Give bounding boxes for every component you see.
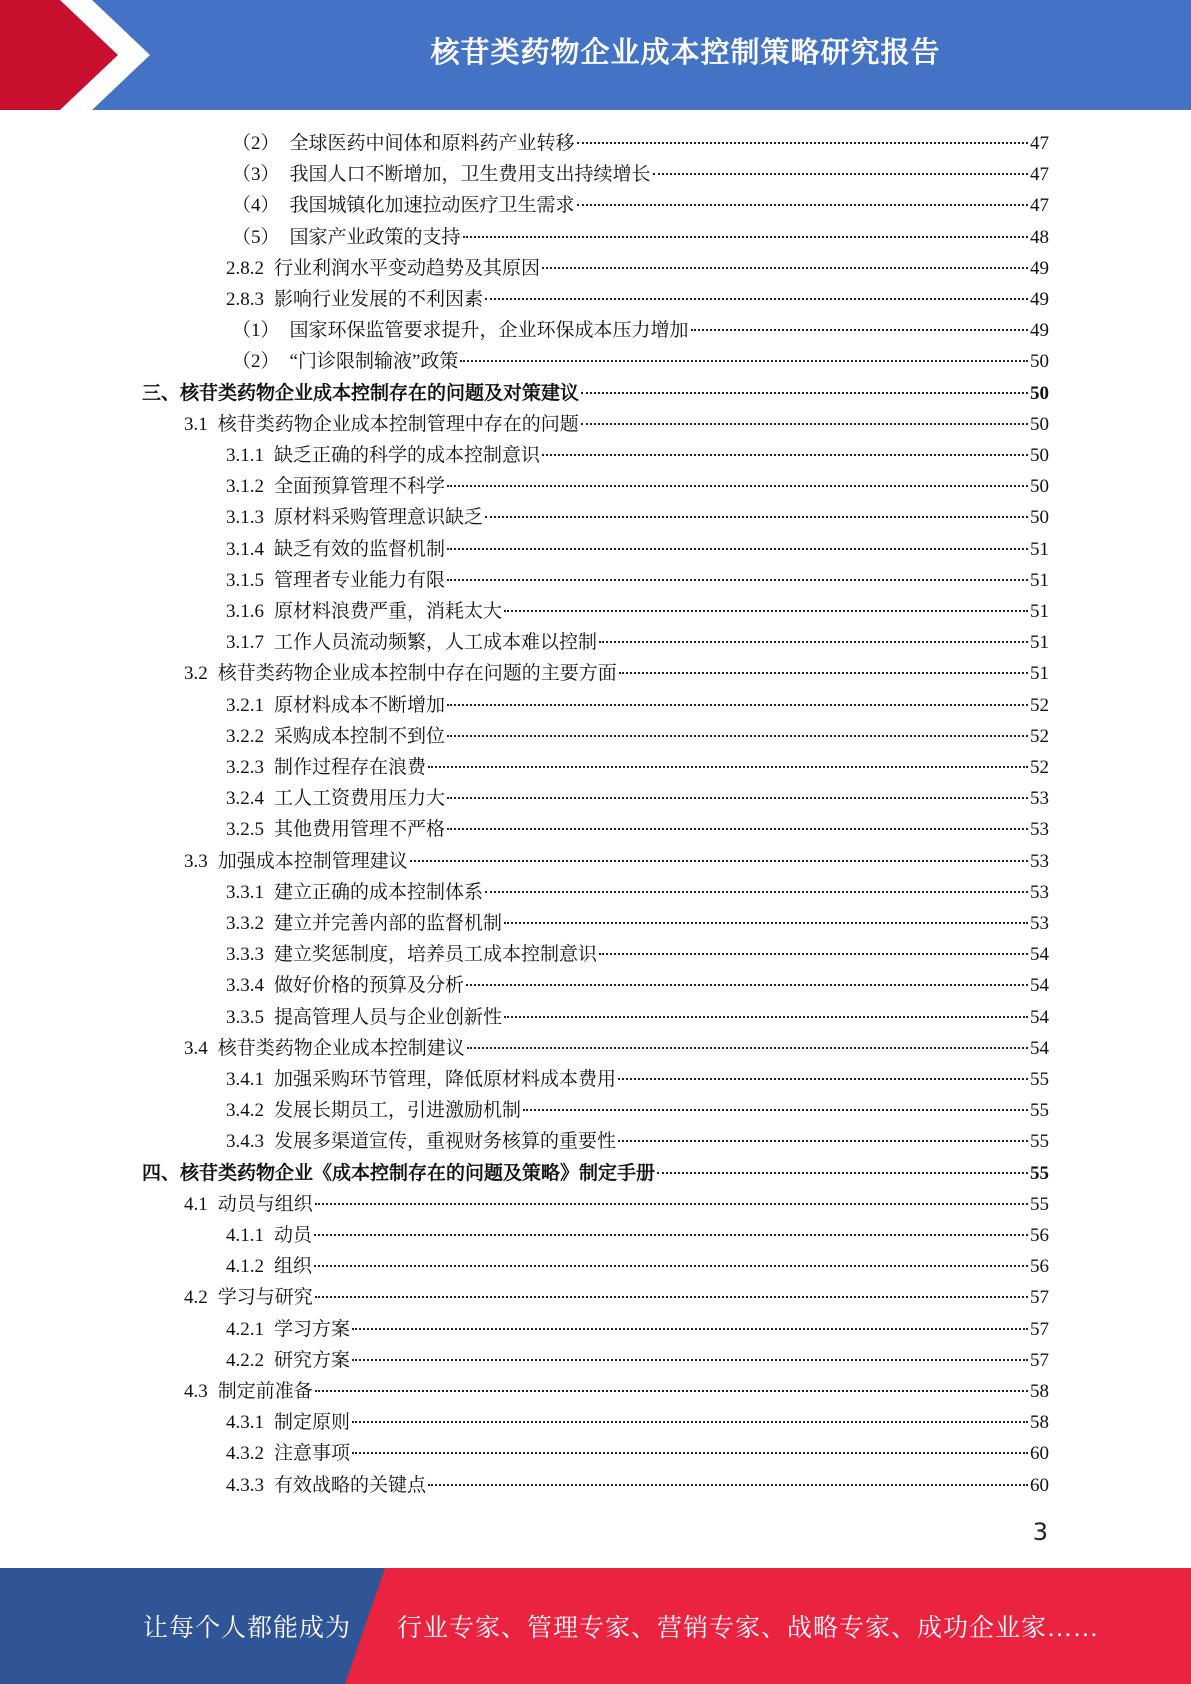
toc-leader-dots	[577, 204, 1028, 206]
toc-leader-dots	[485, 298, 1028, 300]
toc-entry-page: 57	[1030, 1287, 1049, 1309]
toc-entry-text: 国家环保监管要求提升，企业环保成本压力增加	[289, 320, 689, 342]
toc-leader-dots	[542, 454, 1028, 456]
toc-entry-label	[226, 1345, 350, 1376]
toc-entry-number: 4.2.1	[226, 1318, 264, 1340]
toc-entry[interactable]	[226, 970, 1049, 1001]
toc-entry-text: 制定原则	[274, 1412, 351, 1434]
toc-entry[interactable]	[226, 565, 1049, 596]
toc-entry-page: 60	[1030, 1474, 1049, 1496]
toc-entry[interactable]	[226, 1345, 1049, 1376]
toc-entry-label	[226, 627, 597, 658]
toc-entry-number: 4.1	[184, 1193, 208, 1215]
toc-entry-number: 3.2.5	[226, 819, 264, 841]
toc-entry-text: 有效战略的关键点	[274, 1474, 427, 1496]
toc-entry[interactable]	[226, 908, 1049, 939]
toc-leader-dots	[691, 329, 1028, 331]
toc-leader-dots	[542, 267, 1028, 269]
toc-entry-text: 我国人口不断增加，卫生费用支出持续增长	[289, 164, 651, 186]
toc-entry-text: “门诊限制输液”政策	[289, 351, 459, 373]
toc-leader-dots	[447, 704, 1028, 706]
toc-entry[interactable]	[226, 440, 1049, 471]
toc-entry-text: 加强成本控制管理建议	[217, 850, 408, 872]
toc-entry-label	[232, 315, 689, 346]
toc-entry-label	[232, 128, 575, 159]
toc-entry[interactable]	[226, 1407, 1049, 1438]
toc-leader-dots	[619, 672, 1028, 674]
toc-entry[interactable]	[184, 409, 1049, 440]
toc-entry-number: 3.3.4	[226, 975, 264, 997]
toc-leader-dots	[599, 953, 1028, 955]
toc-entry-text: 建立并完善内部的监督机制	[274, 913, 503, 934]
toc-entry-label	[232, 159, 651, 190]
toc-entry-page: 60	[1030, 1443, 1049, 1465]
toc-entry-page: 51	[1030, 632, 1049, 654]
toc-entry-page: 56	[1030, 1256, 1049, 1278]
toc-entry[interactable]	[226, 284, 1049, 315]
toc-entry[interactable]	[184, 658, 1049, 689]
footer-banner	[0, 1568, 1191, 1684]
toc-entry-page: 57	[1030, 1318, 1049, 1340]
toc-entry[interactable]	[226, 690, 1049, 721]
toc-entry-number: 3.4.2	[226, 1100, 264, 1122]
toc-entry[interactable]	[226, 721, 1049, 752]
toc-entry-text: 其他费用管理不严格	[274, 819, 446, 841]
toc-entry-page: 47	[1030, 133, 1049, 154]
toc-leader-dots	[581, 392, 1028, 394]
toc-leader-dots	[314, 1234, 1028, 1236]
toc-entry-page: 49	[1030, 320, 1049, 342]
toc-entry-text: 制作过程存在浪费	[274, 757, 427, 778]
toc-entry[interactable]	[226, 534, 1049, 565]
toc-entry[interactable]	[226, 1251, 1049, 1282]
toc-entry-label	[232, 190, 575, 221]
toc-entry-number: 2.8.2	[226, 257, 264, 279]
toc-entry-number: 3.2	[184, 663, 208, 685]
toc-entry-text: 我国城镇化加速拉动医疗卫生需求	[289, 195, 575, 217]
toc-entry-page: 56	[1030, 1225, 1049, 1246]
toc-entry-page: 58	[1030, 1381, 1049, 1402]
toc-entry[interactable]	[142, 1158, 1049, 1189]
toc-entry-page: 51	[1030, 538, 1049, 560]
toc-entry-label	[226, 1220, 312, 1251]
toc-entry-number: 3.1.1	[226, 445, 264, 466]
toc-entry[interactable]	[226, 1126, 1049, 1157]
toc-entry[interactable]	[184, 1376, 1049, 1407]
toc-entry-page: 51	[1030, 601, 1049, 622]
toc-entry-label	[184, 658, 617, 689]
toc-entry-label	[226, 752, 426, 783]
toc-entry-number: 3.4.1	[226, 1069, 264, 1090]
toc-entry[interactable]	[226, 1314, 1049, 1345]
toc-entry-page: 57	[1030, 1349, 1049, 1371]
toc-leader-dots	[315, 1390, 1028, 1392]
toc-entry-label	[184, 846, 408, 877]
toc-entry-text: 建立正确的成本控制体系	[274, 881, 484, 903]
toc-entry-page: 54	[1030, 975, 1049, 997]
toc-entry-number: 2.8.3	[226, 289, 264, 310]
toc-entry-label	[226, 1470, 426, 1501]
toc-leader-dots	[485, 891, 1028, 893]
toc-entry-text: 国家产业政策的支持	[289, 226, 461, 248]
toc-leader-dots	[504, 610, 1028, 612]
toc-entry-label	[184, 1189, 313, 1220]
toc-leader-dots	[467, 1047, 1028, 1049]
toc-entry-page: 47	[1030, 164, 1049, 186]
toc-entry-text: 注意事项	[274, 1443, 351, 1465]
toc-entry-page: 54	[1030, 1037, 1049, 1059]
toc-entry-number: 3.2.1	[226, 694, 264, 716]
toc-entry-page: 53	[1030, 913, 1049, 934]
toc-entry-page: 48	[1030, 226, 1049, 248]
toc-entry[interactable]	[232, 346, 1049, 377]
toc-entry-text: 做好价格的预算及分析	[274, 975, 465, 997]
toc-entry-page: 53	[1030, 881, 1049, 903]
toc-entry-text: 缺乏有效的监督机制	[274, 538, 446, 560]
toc-entry-page: 54	[1030, 1006, 1049, 1028]
toc-entry-label	[226, 1314, 350, 1345]
toc-entry-text: 采购成本控制不到位	[274, 725, 446, 747]
toc-leader-dots	[315, 1296, 1028, 1298]
toc-entry-text: 三、核苷类药物企业成本控制存在的问题及对策建议	[142, 382, 580, 404]
toc-leader-dots	[581, 423, 1028, 425]
toc-entry-number: 4.2	[184, 1287, 208, 1309]
toc-entry-label	[226, 471, 445, 502]
toc-entry-page: 54	[1030, 944, 1049, 966]
toc-leader-dots	[352, 1328, 1028, 1330]
toc-entry-text: 建立奖惩制度，培养员工成本控制意识	[274, 944, 598, 966]
toc-entry-page: 50	[1030, 507, 1049, 529]
toc-entry-label	[226, 253, 540, 284]
toc-leader-dots	[463, 236, 1028, 238]
toc-leader-dots	[504, 1016, 1028, 1018]
toc-entry-label	[226, 502, 483, 533]
toc-entry[interactable]	[226, 1064, 1049, 1095]
toc-entry-number: （4）	[232, 195, 280, 217]
toc-entry[interactable]	[232, 190, 1049, 221]
toc-entry[interactable]	[184, 1189, 1049, 1220]
toc-leader-dots	[657, 1172, 1028, 1174]
toc-entry-page: 58	[1030, 1412, 1049, 1434]
toc-entry-text: 提高管理人员与企业创新性	[274, 1006, 503, 1028]
toc-entry[interactable]	[226, 783, 1049, 814]
toc-entry-text: 影响行业发展的不利因素	[274, 289, 484, 310]
toc-leader-dots	[447, 735, 1028, 737]
toc-entry-label	[142, 1158, 655, 1189]
toc-entry-text: 全球医药中间体和原料药产业转移	[289, 133, 575, 154]
toc-entry-label	[226, 1438, 350, 1469]
toc-entry-page: 53	[1030, 788, 1049, 810]
toc-entry[interactable]	[226, 1438, 1049, 1469]
toc-leader-dots	[577, 142, 1028, 144]
toc-leader-dots	[460, 360, 1028, 362]
toc-entry-label	[184, 1376, 313, 1407]
toc-entry[interactable]	[226, 502, 1049, 533]
toc-entry-text: 组织	[274, 1256, 313, 1278]
toc-entry[interactable]	[142, 378, 1049, 409]
toc-entry-label	[226, 814, 445, 845]
toc-leader-dots	[466, 984, 1028, 986]
toc-entry[interactable]	[184, 846, 1049, 877]
toc-entry-page: 49	[1030, 257, 1049, 279]
toc-entry[interactable]	[226, 1095, 1049, 1126]
toc-entry-text: 学习方案	[274, 1318, 351, 1340]
toc-entry-text: 核苷类药物企业成本控制管理中存在的问题	[217, 413, 579, 435]
toc-leader-dots	[410, 860, 1028, 862]
toc-entry-text: 加强采购环节管理，降低原材料成本费用	[274, 1069, 617, 1090]
toc-entry-label	[226, 1251, 312, 1282]
toc-entry-number: 3.2.2	[226, 725, 264, 747]
toc-entry[interactable]	[226, 627, 1049, 658]
toc-entry-label	[226, 877, 483, 908]
toc-entry-label	[226, 939, 597, 970]
toc-entry-number: 3.2.4	[226, 788, 264, 810]
header-banner	[0, 0, 1191, 110]
toc-entry-text: 核苷类药物企业成本控制建议	[217, 1037, 465, 1059]
toc-entry-page: 55	[1030, 1131, 1049, 1153]
toc-leader-dots	[447, 797, 1028, 799]
toc-entry-label	[226, 1095, 521, 1126]
toc-entry[interactable]	[232, 159, 1049, 190]
toc-entry-number: （2）	[232, 351, 280, 373]
toc-entry-page: 52	[1030, 757, 1049, 778]
toc-leader-dots	[523, 1109, 1028, 1111]
toc-entry-label	[226, 721, 445, 752]
toc-entry-number: 3.1.6	[226, 601, 264, 622]
toc-entry-label	[142, 378, 579, 409]
toc-leader-dots	[599, 641, 1028, 643]
toc-entry-number: 4.2.2	[226, 1349, 264, 1371]
toc-entry-label	[232, 222, 461, 253]
toc-entry[interactable]	[184, 1282, 1049, 1313]
toc-entry[interactable]	[226, 939, 1049, 970]
toc-entry-label	[226, 565, 445, 596]
toc-entry-number: 3.3.3	[226, 944, 264, 966]
toc-entry[interactable]	[226, 814, 1049, 845]
toc-entry-label	[184, 409, 579, 440]
toc-entry-page: 52	[1030, 694, 1049, 716]
toc-entry-number: 3.4.3	[226, 1131, 264, 1153]
toc-entry-page: 55	[1030, 1069, 1049, 1090]
toc-entry-text: 原材料浪费严重，消耗太大	[274, 601, 503, 622]
toc-entry-text: 发展多渠道宣传，重视财务核算的重要性	[274, 1131, 617, 1153]
toc-leader-dots	[653, 173, 1028, 175]
toc-entry-label	[226, 1064, 616, 1095]
toc-entry-page: 55	[1030, 1162, 1049, 1184]
toc-entry-label	[226, 1002, 502, 1033]
toc-leader-dots	[485, 516, 1028, 518]
toc-entry-page: 51	[1030, 569, 1049, 591]
toc-entry-number: 3.1.3	[226, 507, 264, 529]
toc-entry-page: 50	[1030, 382, 1049, 404]
toc-leader-dots	[618, 1078, 1028, 1080]
toc-entry-text: 学习与研究	[217, 1287, 313, 1309]
toc-entry-number: 4.1.1	[226, 1225, 264, 1246]
toc-entry-text: 核苷类药物企业成本控制中存在问题的主要方面	[217, 663, 617, 685]
toc-entry-label	[226, 534, 445, 565]
toc-entry[interactable]	[226, 877, 1049, 908]
toc-entry-number: 4.3.1	[226, 1412, 264, 1434]
toc-leader-dots	[314, 1265, 1028, 1267]
toc-entry[interactable]	[226, 1002, 1049, 1033]
toc-entry-text: 研究方案	[274, 1349, 351, 1371]
toc-entry-page: 51	[1030, 663, 1049, 685]
toc-leader-dots	[447, 485, 1028, 487]
toc-entry-number: 3.3.1	[226, 881, 264, 903]
toc-leader-dots	[352, 1452, 1028, 1454]
toc-entry[interactable]	[226, 752, 1049, 783]
toc-entry-number: 4.3.3	[226, 1474, 264, 1496]
toc-entry-page: 55	[1030, 1100, 1049, 1122]
toc-entry[interactable]	[226, 1470, 1049, 1501]
toc-entry[interactable]	[226, 596, 1049, 627]
toc-entry-page: 50	[1030, 476, 1049, 498]
toc-entry-number: 3.1.5	[226, 569, 264, 591]
toc-leader-dots	[447, 579, 1028, 581]
toc-entry-number: 4.1.2	[226, 1256, 264, 1278]
toc-entry-label	[226, 690, 445, 721]
toc-entry-number: 3.4	[184, 1037, 208, 1059]
toc-entry-label	[184, 1282, 313, 1313]
toc-entry-text: 行业利润水平变动趋势及其原因	[274, 257, 541, 279]
toc-entry-page: 49	[1030, 289, 1049, 310]
toc-entry-label	[226, 783, 445, 814]
toc-entry-text: 缺乏正确的科学的成本控制意识	[274, 445, 541, 466]
toc-leader-dots	[352, 1359, 1028, 1361]
footer-slogan: 让每个人都能成为	[143, 1615, 352, 1642]
toc-entry-text: 发展长期员工，引进激励机制	[274, 1100, 522, 1122]
toc-entry-text: 动员与组织	[217, 1193, 313, 1215]
toc-leader-dots	[352, 1421, 1028, 1423]
toc-entry-label	[232, 346, 458, 377]
toc-entry-label	[226, 908, 502, 939]
toc-entry-page: 50	[1030, 351, 1049, 373]
toc-entry-number: （2）	[232, 133, 280, 154]
toc-entry-page: 50	[1030, 445, 1049, 466]
toc-entry-number: （3）	[232, 164, 280, 186]
toc-entry-text: 动员	[274, 1225, 313, 1246]
toc-entry-number: 3.1.4	[226, 538, 264, 560]
footer-roles: 行业专家、管理专家、营销专家、战略专家、成功企业家……	[397, 1615, 1100, 1642]
toc-leader-dots	[618, 1140, 1028, 1142]
toc-entry[interactable]	[232, 128, 1049, 159]
toc-entry-page: 50	[1030, 413, 1049, 435]
toc-entry-label	[184, 1033, 465, 1064]
toc-entry-text: 管理者专业能力有限	[274, 569, 446, 591]
toc-entry-number: 3.1.7	[226, 632, 264, 654]
page-number: 3	[1032, 1518, 1048, 1546]
toc-leader-dots	[504, 922, 1028, 924]
toc-entry-number: 3.1	[184, 413, 208, 435]
toc-entry-number: 4.3.2	[226, 1443, 264, 1465]
toc-entry-label	[226, 596, 502, 627]
toc-entry[interactable]	[184, 1033, 1049, 1064]
toc-entry-label	[226, 970, 464, 1001]
toc-entry-text: 全面预算管理不科学	[274, 476, 446, 498]
toc-entry-text: 原材料成本不断增加	[274, 694, 446, 716]
toc-leader-dots	[428, 1484, 1028, 1486]
toc-entry-text: 制定前准备	[217, 1381, 313, 1402]
toc-entry-number: 4.3	[184, 1381, 208, 1402]
toc-leader-dots	[315, 1203, 1028, 1205]
toc-entry[interactable]	[226, 253, 1049, 284]
toc-entry[interactable]	[226, 1220, 1049, 1251]
toc-entry-label	[226, 284, 483, 315]
document-title: 核苷类药物企业成本控制策略研究报告	[430, 34, 941, 69]
toc-entry[interactable]	[226, 471, 1049, 502]
toc-entry-page: 53	[1030, 819, 1049, 841]
toc-entry-text: 工作人员流动频繁，人工成本难以控制	[274, 632, 598, 654]
toc-entry-number: 3.3	[184, 850, 208, 872]
toc-entry-number: 3.3.2	[226, 913, 264, 934]
toc-entry-page: 47	[1030, 195, 1049, 217]
toc-entry-number: （1）	[232, 320, 280, 342]
toc-leader-dots	[428, 766, 1028, 768]
toc-entry-page: 55	[1030, 1193, 1049, 1215]
toc-leader-dots	[447, 548, 1028, 550]
toc-entry-number: 3.2.3	[226, 757, 264, 778]
toc-entry[interactable]	[232, 315, 1049, 346]
toc-leader-dots	[447, 828, 1028, 830]
toc-entry-text: 工人工资费用压力大	[274, 788, 446, 810]
toc-entry-number: （5）	[232, 226, 280, 248]
toc-entry-text: 四、核苷类药物企业《成本控制存在的问题及策略》制定手册	[142, 1162, 656, 1184]
toc-entry-label	[226, 440, 540, 471]
toc-entry-page: 53	[1030, 850, 1049, 872]
toc-entry-number: 3.1.2	[226, 476, 264, 498]
toc-entry-label	[226, 1407, 350, 1438]
toc-entry[interactable]	[232, 222, 1049, 253]
toc-entry-number: 3.3.5	[226, 1006, 264, 1028]
toc-entry-text: 原材料采购管理意识缺乏	[274, 507, 484, 529]
toc-entry-label	[226, 1126, 616, 1157]
toc-entry-page: 52	[1030, 725, 1049, 747]
